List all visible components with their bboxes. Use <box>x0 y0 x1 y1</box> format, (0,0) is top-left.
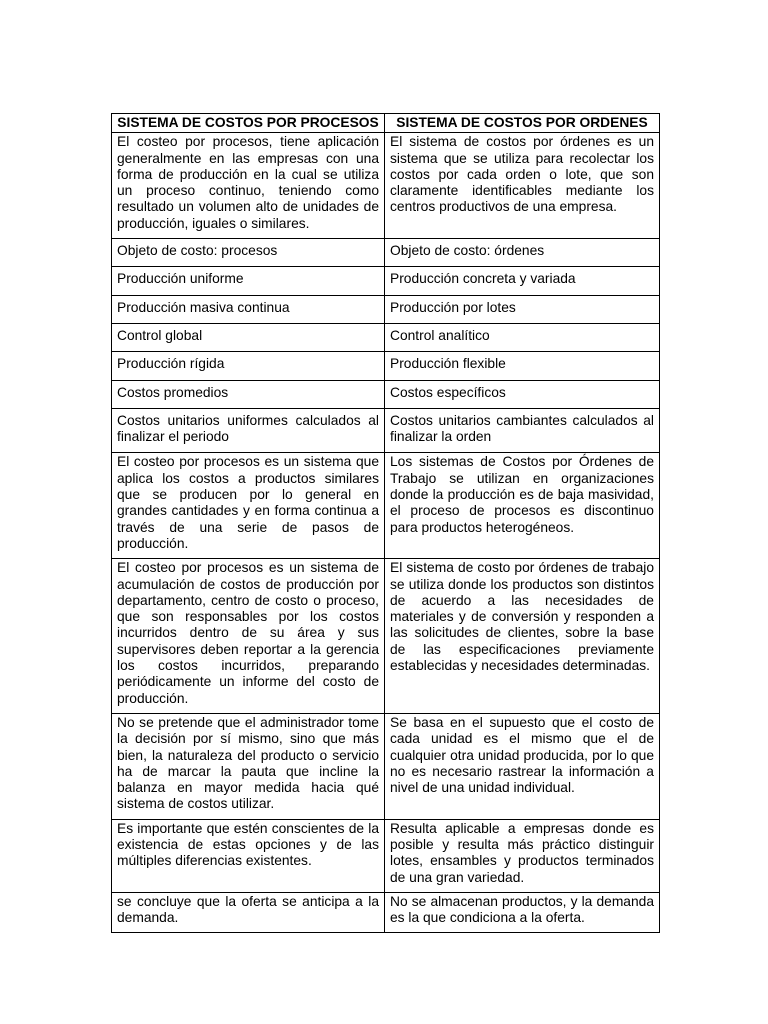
table-row <box>112 267 660 295</box>
cell-ordenes: Control analítico <box>385 323 660 351</box>
cell-procesos: No se pretende que el administrador tome la decisión por sí mismo, sino que más bien, la naturaleza del producto o servicio ha de marcar la pauta que incline la balanza en mayor medida hacia qué sistema de costos utilizar. <box>112 713 385 819</box>
cell-ordenes: El sistema de costos por órdenes es un sistema que se utiliza para recolectar los costos por cada orden o lote, que son claramente identificables mediante los centros productivos de una empresa. <box>385 133 660 239</box>
cell-procesos: Producción uniforme <box>112 267 385 295</box>
cell-procesos: Objeto de costo: procesos <box>112 239 385 267</box>
table-row <box>112 453 660 559</box>
table-row <box>112 380 660 408</box>
cell-procesos: El costeo por procesos es un sistema de acumulación de costos de producción por departamento, centro de costo o proceso, que son responsables por los costos incurridos dentro de su área y sus supervisores deben reportar a la gerencia los costos incurridos, preparando periódicamente un informe del costo de producción. <box>112 559 385 714</box>
cell-procesos: Es importante que estén conscientes de la existencia de estas opciones y de las múltiples diferencias existentes. <box>112 819 385 892</box>
cell-ordenes: Producción por lotes <box>385 295 660 323</box>
table-header <box>112 114 660 133</box>
cell-ordenes: Se basa en el supuesto que el costo de cada unidad es el mismo que el de cualquier otra unidad producida, por lo que no es necesario rastrear la información a nivel de una unidad individual. <box>385 713 660 819</box>
table-row <box>112 323 660 351</box>
cell-procesos: El costeo por procesos es un sistema que aplica los costos a productos similares que se producen por lo general en grandes cantidades y en forma continua a través de una serie de pasos de producción. <box>112 453 385 559</box>
table-row <box>112 239 660 267</box>
cell-ordenes: Producción concreta y variada <box>385 267 660 295</box>
cell-procesos: Producción masiva continua <box>112 295 385 323</box>
table-row <box>112 892 660 933</box>
cell-ordenes: Costos específicos <box>385 380 660 408</box>
cell-ordenes: Producción flexible <box>385 352 660 380</box>
cell-ordenes: Los sistemas de Costos por Órdenes de Trabajo se utilizan en organizaciones donde la producción es de baja masividad, el proceso de procesos es discontinuo para productos heterogéneos. <box>385 453 660 559</box>
header-row <box>112 114 660 133</box>
table-row <box>112 133 660 239</box>
cell-procesos: El costeo por procesos, tiene aplicación generalmente en las empresas con una forma de producción en la cual se utiliza un proceso continuo, teniendo como resultado un volumen alto de unidades de producción, iguales o similares. <box>112 133 385 239</box>
cell-procesos: se concluye que la oferta se anticipa a la demanda. <box>112 892 385 933</box>
cell-procesos: Control global <box>112 323 385 351</box>
cell-ordenes: Objeto de costo: órdenes <box>385 239 660 267</box>
table-row <box>112 295 660 323</box>
cell-procesos: Producción rígida <box>112 352 385 380</box>
table-body <box>112 133 660 933</box>
comparison-table <box>111 113 660 933</box>
table-row <box>112 559 660 714</box>
cell-procesos: Costos promedios <box>112 380 385 408</box>
table-row <box>112 352 660 380</box>
table-row <box>112 819 660 892</box>
cell-ordenes: No se almacenan productos, y la demanda es la que condiciona a la oferta. <box>385 892 660 933</box>
header-procesos: SISTEMA DE COSTOS POR PROCESOS <box>112 114 385 133</box>
table-row <box>112 408 660 453</box>
cell-ordenes: Costos unitarios cambiantes calculados al finalizar la orden <box>385 408 660 453</box>
cell-ordenes: El sistema de costo por órdenes de trabajo se utiliza donde los productos son distintos de acuerdo a las necesidades de materiales y de conversión y responden a las solicitudes de clientes, sobre la base de las especificaciones previamente establecidas y necesidades determinadas. <box>385 559 660 714</box>
header-ordenes: SISTEMA DE COSTOS POR ORDENES <box>385 114 660 133</box>
cell-procesos: Costos unitarios uniformes calculados al finalizar el periodo <box>112 408 385 453</box>
table-row <box>112 713 660 819</box>
cell-ordenes: Resulta aplicable a empresas donde es posible y resulta más práctico distinguir lotes, ensambles y productos terminados de una gran variedad. <box>385 819 660 892</box>
